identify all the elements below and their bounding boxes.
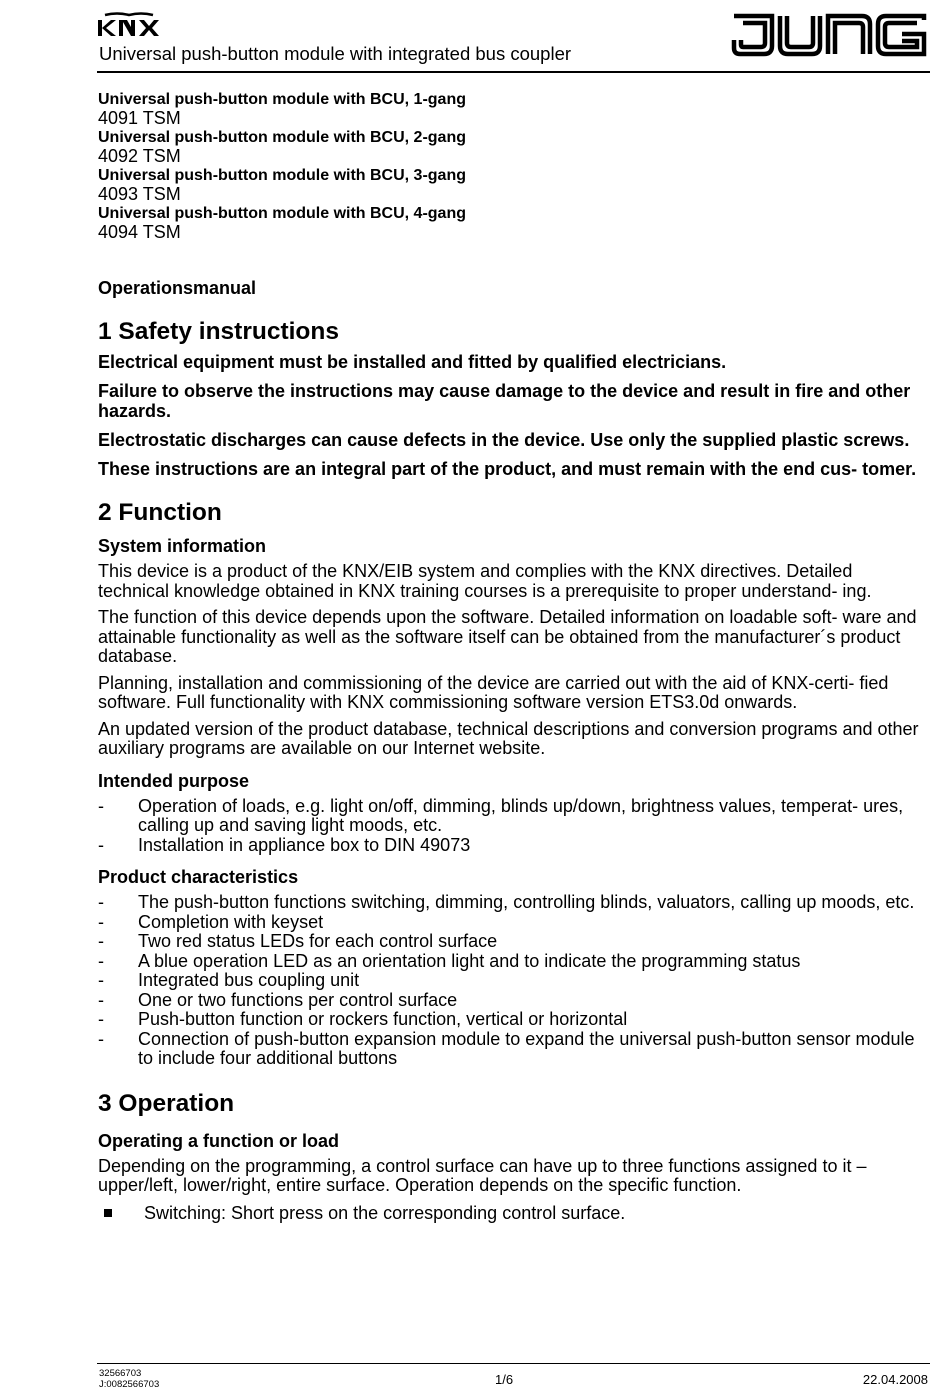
product-name: Universal push-button module with BCU, 4-gang bbox=[98, 205, 466, 222]
list-item-text: Two red status LEDs for each control surface bbox=[138, 931, 498, 951]
page-number: 1/6 bbox=[495, 1372, 514, 1387]
operation-paragraph: Depending on the programming, a control surface can have up to three functions assigned to it – upper/left, lower/right, entire surface. Operation depends on the specific function. bbox=[98, 1155, 867, 1195]
page-header bbox=[0, 0, 950, 80]
document-body bbox=[98, 90, 928, 1223]
product-code: 4091 TSM bbox=[98, 108, 181, 128]
dash-marker: - bbox=[98, 1009, 104, 1029]
intended-purpose-heading: Intended purpose bbox=[98, 770, 250, 791]
product-code: 4093 TSM bbox=[98, 184, 181, 204]
list-item bbox=[98, 893, 928, 913]
function-heading: 2 Function bbox=[98, 499, 222, 526]
product-list bbox=[98, 90, 928, 242]
footer-date: 22.04.2008 bbox=[862, 1372, 928, 1387]
system-info-heading: System information bbox=[98, 536, 267, 556]
list-item-text: Operation of loads, e.g. light on/off, dimming, blinds up/down, brightness values, temperat- ures, calling up and saving light moods, etc. bbox=[138, 795, 904, 835]
product-item bbox=[98, 204, 928, 242]
list-item bbox=[98, 952, 928, 972]
knx-logo bbox=[97, 12, 161, 38]
system-info-paragraph: An updated version of the product database, technical descriptions and conversion programs and other auxiliary programs are available on our Internet website. bbox=[98, 718, 919, 758]
footer-code: 32566703 bbox=[99, 1368, 142, 1379]
list-item bbox=[98, 1010, 928, 1030]
header-rule bbox=[97, 71, 930, 73]
list-item-text: Push-button function or rockers function, vertical or horizontal bbox=[138, 1009, 628, 1029]
product-name: Universal push-button module with BCU, 1-gang bbox=[98, 91, 466, 108]
list-item bbox=[98, 932, 928, 952]
list-item bbox=[98, 971, 928, 991]
product-item bbox=[98, 128, 928, 166]
dash-marker: - bbox=[98, 834, 104, 855]
safety-paragraph: These instructions are an integral part of the product, and must remain with the end cus- tomer. bbox=[98, 459, 917, 479]
operating-function-heading: Operating a function or load bbox=[98, 1130, 340, 1151]
intended-purpose-list bbox=[98, 797, 928, 856]
product-characteristics-heading: Product characteristics bbox=[98, 867, 299, 887]
jung-logo bbox=[730, 10, 930, 60]
list-item-text: Connection of push-button expansion module to expand the universal push-button sensor module to include four additional buttons bbox=[138, 1028, 915, 1068]
safety-heading: 1 Safety instructions bbox=[98, 318, 339, 345]
list-item bbox=[98, 1030, 928, 1069]
safety-paragraph: Failure to observe the instructions may cause damage to the device and result in fire and other hazards. bbox=[98, 381, 911, 421]
product-code: 4092 TSM bbox=[98, 146, 181, 166]
header-title: Universal push-button module with integrated bus coupler bbox=[99, 43, 572, 64]
product-characteristics-list bbox=[98, 893, 928, 1069]
list-item-text: Integrated bus coupling unit bbox=[138, 970, 360, 990]
operation-bullet-text: Switching: Short press on the corresponding control surface. bbox=[144, 1202, 626, 1223]
dash-marker: - bbox=[98, 911, 104, 932]
list-item-text: Installation in appliance box to DIN 49073 bbox=[138, 834, 471, 855]
list-item bbox=[98, 991, 928, 1011]
dash-marker: - bbox=[98, 989, 104, 1010]
footer-rule bbox=[97, 1363, 930, 1364]
operation-bullet bbox=[98, 1203, 928, 1223]
system-info-paragraph: The function of this device depends upon the software. Detailed information on loadable soft- ware and attainable functionality as well as the software itself can be obtained from the manufacturer´s product database. bbox=[98, 607, 917, 666]
system-info-paragraph: This device is a product of the KNX/EIB system and complies with the KNX directives. Detailed technical knowledge obtained in KNX training courses is a prerequisite to proper understand- ing. bbox=[98, 561, 872, 601]
square-bullet-icon bbox=[104, 1209, 112, 1217]
list-item-text: Completion with keyset bbox=[138, 911, 324, 932]
dash-marker: - bbox=[98, 892, 104, 912]
operation-heading: 3 Operation bbox=[98, 1089, 235, 1117]
list-item bbox=[98, 797, 928, 836]
list-item-text: The push-button functions switching, dimming, controlling blinds, valuators, calling up moods, etc. bbox=[138, 892, 915, 912]
product-name: Universal push-button module with BCU, 2-gang bbox=[98, 129, 466, 146]
system-info-paragraph: Planning, installation and commissioning of the device are carried out with the aid of KNX-certi- fied software. Full functionality with KNX commissioning software version ETS3.0d onwards. bbox=[98, 672, 889, 712]
footer-codes bbox=[99, 1369, 159, 1390]
product-item bbox=[98, 90, 928, 128]
footer-code: J:0082566703 bbox=[99, 1378, 160, 1390]
safety-paragraph: Electrostatic discharges can cause defects in the device. Use only the supplied plastic screws. bbox=[98, 430, 910, 450]
list-item bbox=[98, 836, 928, 856]
dash-marker: - bbox=[98, 1028, 104, 1049]
product-name: Universal push-button module with BCU, 3-gang bbox=[98, 167, 466, 184]
dash-marker: - bbox=[98, 795, 104, 816]
safety-paragraph: Electrical equipment must be installed and fitted by qualified electricians. bbox=[98, 352, 727, 372]
list-item-text: One or two functions per control surface bbox=[138, 989, 458, 1010]
document-type: Operationsmanual bbox=[98, 278, 257, 298]
list-item-text: A blue operation LED as an orientation light and to indicate the programming status bbox=[138, 950, 801, 971]
dash-marker: - bbox=[98, 970, 104, 990]
dash-marker: - bbox=[98, 931, 104, 951]
list-item bbox=[98, 913, 928, 933]
product-item bbox=[98, 166, 928, 204]
dash-marker: - bbox=[98, 950, 104, 971]
product-code: 4094 TSM bbox=[98, 222, 181, 242]
